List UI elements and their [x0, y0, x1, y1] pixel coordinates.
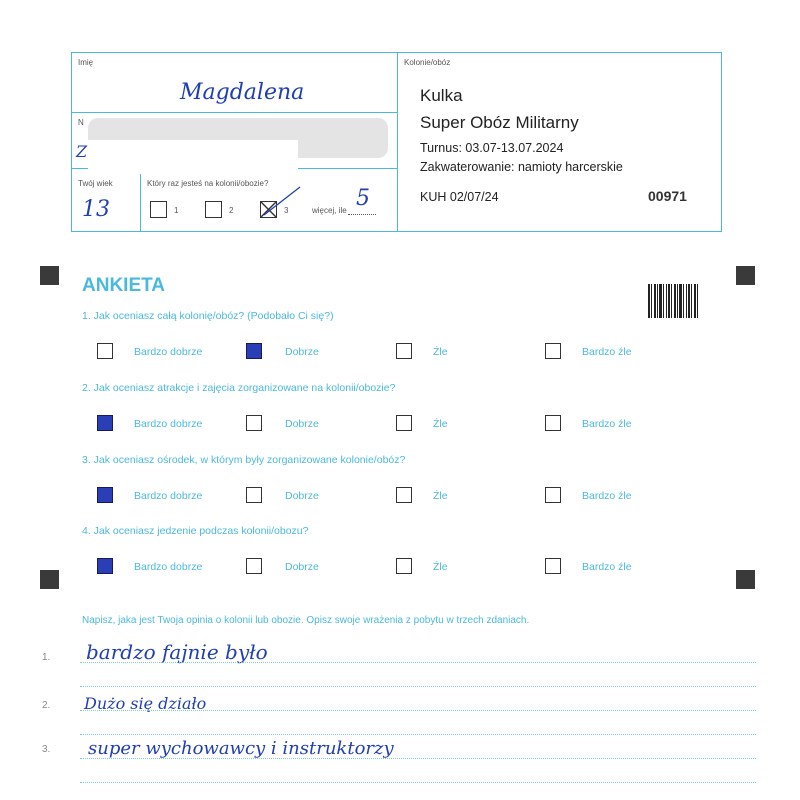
times-checkbox-1[interactable] [150, 201, 167, 218]
registration-marker-br [736, 570, 755, 589]
q3-label-dobrze: Dobrze [285, 490, 319, 502]
q3-label-bardzo-dobrze: Bardzo dobrze [134, 490, 203, 502]
q1-option-bardzo-dobrze[interactable] [97, 343, 113, 359]
age-value[interactable]: 13 [82, 197, 110, 222]
q3-option-bardzo-zle[interactable] [545, 487, 561, 503]
cross-mark-icon [260, 201, 277, 218]
question-2: 2. Jak oceniasz atrakcje i zajęcia zorganizowane na kolonii/obozie? [82, 382, 396, 394]
q4-label-bardzo-dobrze: Bardzo dobrze [134, 561, 203, 573]
q1-label-bardzo-zle: Bardzo źle [582, 346, 632, 358]
q1-label-bardzo-dobrze: Bardzo dobrze [134, 346, 203, 358]
times-label: Który raz jesteś na kolonii/obozie? [147, 179, 269, 188]
opinion-line-3-number: 3. [42, 744, 51, 755]
q3-label-bardzo-zle: Bardzo źle [582, 490, 632, 502]
first-name-value[interactable]: Magdalena [180, 80, 305, 105]
camp-code: KUH 02/07/24 [420, 190, 499, 204]
last-name-fragment: Z [76, 142, 88, 161]
redaction-overlay [88, 140, 298, 174]
q3-option-bardzo-dobrze[interactable] [97, 487, 113, 503]
camp-accommodation: Zakwaterowanie: namioty harcerskie [420, 160, 623, 174]
q1-label-dobrze: Dobrze [285, 346, 319, 358]
form-number: 00971 [648, 188, 687, 204]
q4-option-dobrze[interactable] [246, 558, 262, 574]
question-3: 3. Jak oceniasz ośrodek, w którym były zorganizowane kolonie/obóz? [82, 454, 406, 466]
last-name-label: N [78, 118, 84, 127]
opinion-line-3-text[interactable]: super wychowawcy i instruktorzy [88, 738, 394, 759]
camp-name: Super Obóz Militarny [420, 113, 579, 132]
registration-marker-tr [736, 266, 755, 285]
times-checkbox-2[interactable] [205, 201, 222, 218]
q4-label-dobrze: Dobrze [285, 561, 319, 573]
camp-place: Kulka [420, 86, 463, 105]
opinion-line-2-number: 2. [42, 700, 51, 711]
opinion-line-2-text[interactable]: Dużo się działo [84, 694, 207, 713]
q2-label-zle: Źle [433, 418, 448, 430]
opinion-line-1-number: 1. [42, 652, 51, 663]
opinion-prompt: Napisz, jaka jest Twoja opinia o kolonii lub obozie. Opisz swoje wrażenia z pobytu w trzech zdaniach. [82, 615, 530, 626]
q1-option-zle[interactable] [396, 343, 412, 359]
q2-option-bardzo-dobrze[interactable] [97, 415, 113, 431]
barcode [648, 284, 700, 318]
opinion-line-3b [80, 782, 756, 783]
q2-label-bardzo-dobrze: Bardzo dobrze [134, 418, 203, 430]
opinion-line-1b [80, 686, 756, 687]
q3-label-zle: Źle [433, 490, 448, 502]
q2-option-bardzo-zle[interactable] [545, 415, 561, 431]
registration-marker-tl [40, 266, 59, 285]
q2-option-dobrze[interactable] [246, 415, 262, 431]
times-more-label: więcej, ile [312, 206, 347, 215]
camp-turnus: Turnus: 03.07-13.07.2024 [420, 141, 564, 155]
q4-label-bardzo-zle: Bardzo źle [582, 561, 632, 573]
q3-option-zle[interactable] [396, 487, 412, 503]
q3-option-dobrze[interactable] [246, 487, 262, 503]
registration-marker-bl [40, 570, 59, 589]
times-option-1: 1 [174, 206, 179, 215]
times-option-2: 2 [229, 206, 234, 215]
question-4: 4. Jak oceniasz jedzenie podczas kolonii/obozu? [82, 525, 309, 537]
q4-option-bardzo-dobrze[interactable] [97, 558, 113, 574]
opinion-line-2b [80, 734, 756, 735]
q2-label-bardzo-zle: Bardzo źle [582, 418, 632, 430]
times-checkbox-3[interactable] [260, 201, 277, 218]
q4-label-zle: Źle [433, 561, 448, 573]
q2-option-zle[interactable] [396, 415, 412, 431]
age-label: Twój wiek [78, 179, 113, 188]
q4-option-bardzo-zle[interactable] [545, 558, 561, 574]
opinion-line-1-text[interactable]: bardzo fajnie było [86, 640, 268, 664]
q2-label-dobrze: Dobrze [285, 418, 319, 430]
survey-title: ANKIETA [82, 275, 166, 296]
q1-option-dobrze[interactable] [246, 343, 262, 359]
times-more-line [348, 214, 376, 215]
camp-label: Kolonie/obóz [404, 58, 451, 67]
times-option-3: 3 [284, 206, 289, 215]
opinion-line-1 [80, 662, 756, 663]
opinion-line-2 [80, 710, 756, 711]
question-1: 1. Jak oceniasz całą kolonię/obóz? (Podobało Ci się?) [82, 310, 334, 322]
times-more-value[interactable]: 5 [356, 186, 370, 211]
q1-label-zle: Źle [433, 346, 448, 358]
opinion-line-3 [80, 758, 756, 759]
q4-option-zle[interactable] [396, 558, 412, 574]
first-name-label: Imię [78, 58, 94, 67]
q1-option-bardzo-zle[interactable] [545, 343, 561, 359]
